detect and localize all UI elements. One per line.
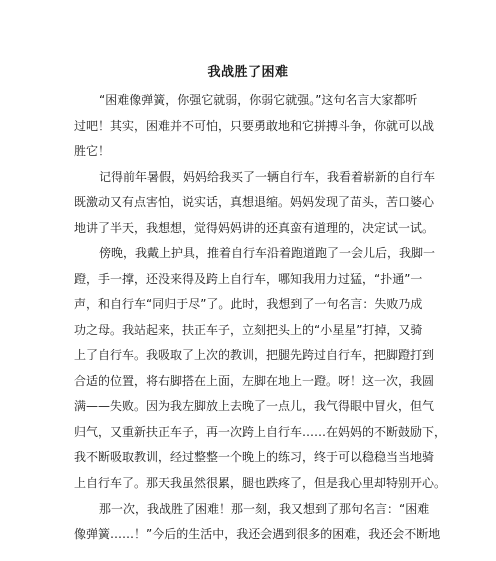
text-line: 记得前年暑假，妈妈给我买了一辆自行车，我看着崭新的自行车: [99, 170, 436, 184]
text-line: 上自行车了。那天我虽然很累，腿也跌疼了，但是我心里却特别开心。: [74, 476, 447, 490]
text-line: 像弹簧……！”今后的生活中，我还会遇到很多的困难，我还会不断地: [74, 527, 441, 541]
text-line: 功之母。我站起来，扶正车子，立刻把头上的“小星星”打掉，又骑: [74, 323, 423, 337]
text-line: 上了自行车。我吸取了上次的教训，把腿先跨过自行车，把脚蹬打到: [74, 348, 435, 362]
text-line: 既激动又有点害怕，说实话，真想退缩。妈妈发现了苗头，苦口婆心: [74, 195, 435, 209]
text-line: 我不断吸取教训，经过整整一个晚上的练习，终于可以稳稳当当地骑: [74, 450, 435, 464]
text-line: 合适的位置，将右脚搭在上面，左脚在地上一蹬。呀！这一次，我圆: [74, 374, 435, 388]
text-line: 声，和自行车“同归于尽”了。此时，我想到了一句名言：失败乃成: [74, 297, 423, 311]
text-line: 蹬，手一撑，还没来得及跨上自行车，哪知我用力过猛，“扑通”一: [74, 272, 423, 286]
text-line: 那一次，我战胜了困难！那一刻，我又想到了那句名言：“困难: [99, 502, 430, 516]
text-line: 过吧！其实，困难并不可怕，只要勇敢地和它拼搏斗争，你就可以战: [74, 119, 435, 133]
text-line: “困难像弹簧，你强它就弱，你弱它就强。”这句名言大家都听: [99, 93, 418, 107]
article-title: 我战胜了困难: [207, 65, 289, 80]
text-line: 满——失败。因为我左脚放上去晚了一点儿，我气得眼中冒火，但气: [74, 399, 435, 413]
text-line: 傍晚，我戴上护具，推着自行车沿着跑道跑了一会儿后，我脚一: [99, 246, 436, 260]
text-line: 归气，又重新扶正车子，再一次跨上自行车……在妈妈的不断鼓励下，: [74, 425, 447, 439]
text-line: 地讲了半天，我想想，觉得妈妈讲的还真蛮有道理的，决定试一试。: [74, 221, 435, 235]
text-line: 胜它！: [74, 144, 111, 158]
